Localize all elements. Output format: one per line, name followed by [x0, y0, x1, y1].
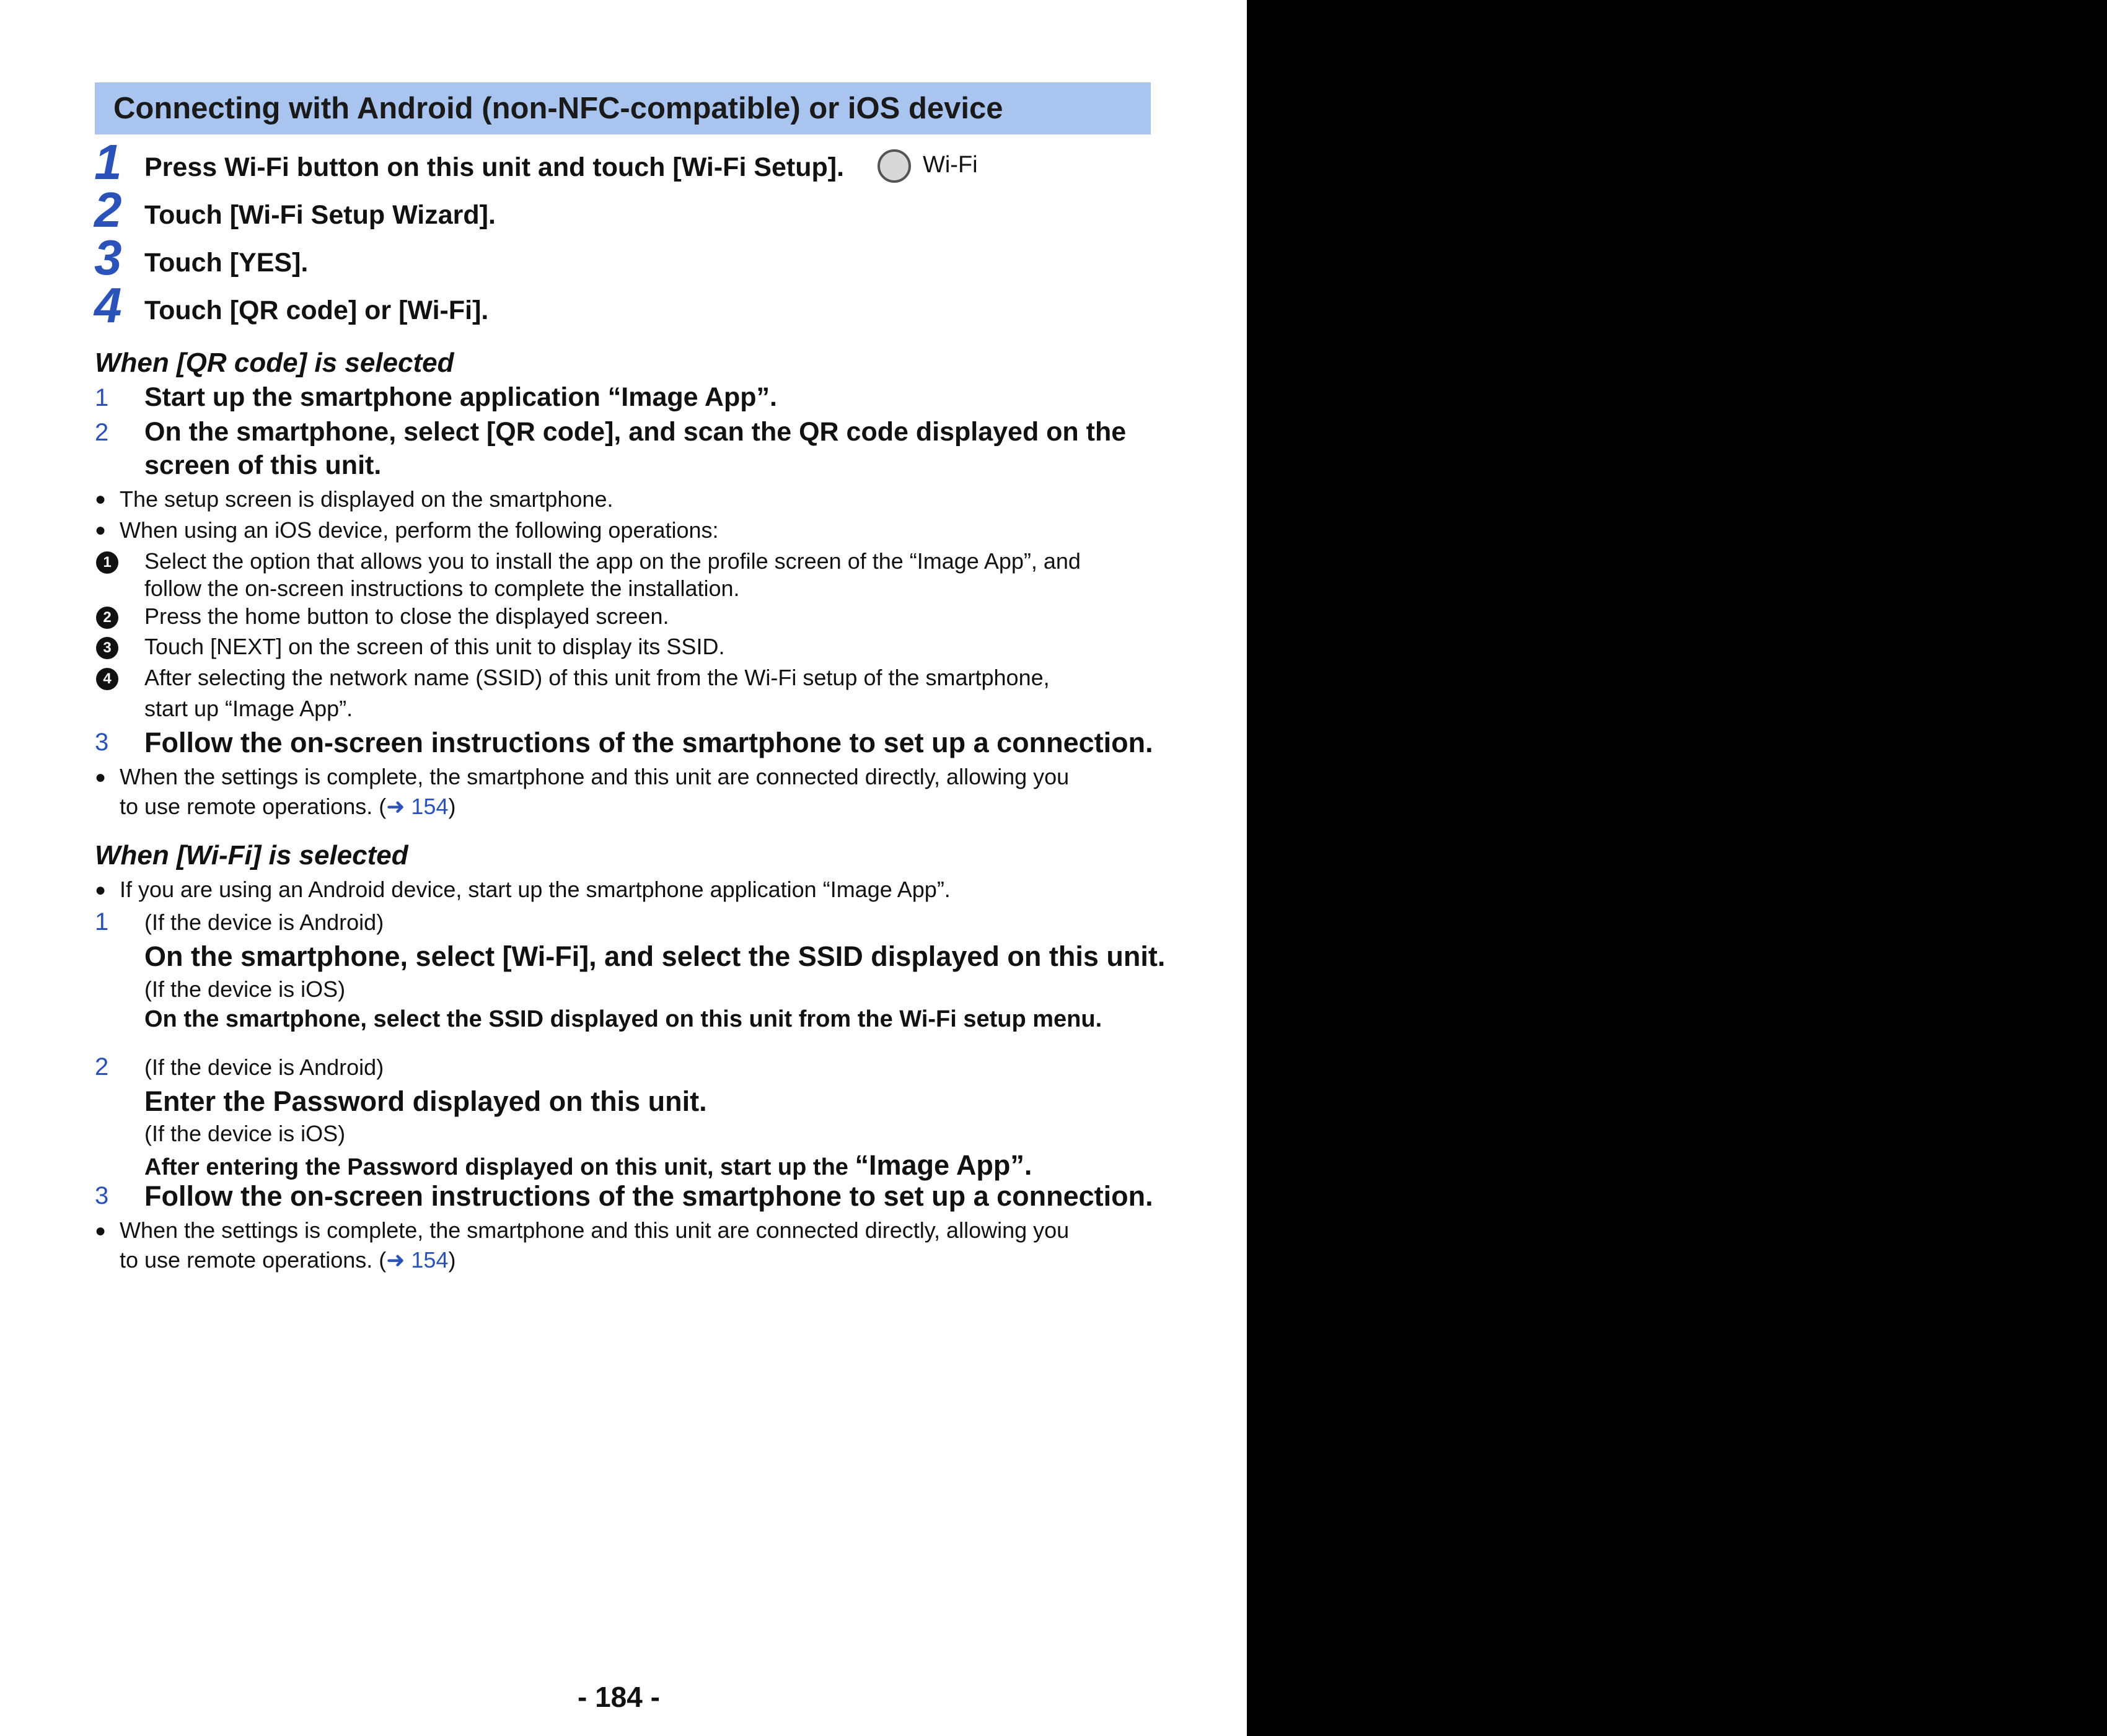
wifi-step-number-3: 3 — [95, 1182, 109, 1209]
page-reference-link[interactable]: ➜ 154 — [386, 794, 449, 819]
qr-step-text-2-line1: On the smartphone, select [QR code], and scan the QR code displayed on the — [144, 417, 1127, 447]
step-text-2: Touch [Wi-Fi Setup Wizard]. — [144, 200, 496, 230]
circled-number-1: 1 — [96, 551, 118, 574]
qr-step-number-2: 2 — [95, 419, 109, 446]
qr-step-text-3: Follow the on-screen instructions of the smartphone to set up a connection. — [144, 727, 1153, 758]
ios-op-1-line2: follow the on-screen instructions to complete the installation. — [144, 576, 740, 601]
bullet-dot: ● — [95, 1221, 107, 1241]
bullet-text: to use remote operations. ( — [120, 794, 387, 819]
step-text-4: Touch [QR code] or [Wi-Fi]. — [144, 296, 489, 325]
step-number-4: 4 — [94, 278, 122, 333]
wifi-bullet-1: If you are using an Android device, start up the smartphone application “Image App”. — [120, 877, 951, 902]
bullet-dot: ● — [95, 520, 107, 540]
wifi-step-2-ios-note: (If the device is iOS) — [144, 1121, 346, 1146]
step-text-3: Touch [YES]. — [144, 248, 309, 278]
app-name-text: “Image App”. — [855, 1149, 1032, 1181]
wifi-button-label: Wi-Fi — [923, 152, 978, 178]
bullet-dot: ● — [95, 767, 107, 787]
wifi-step-2-android-note: (If the device is Android) — [144, 1054, 384, 1080]
step-number-2: 2 — [94, 182, 122, 237]
bullet-text: to use remote operations. ( — [120, 1247, 387, 1273]
qr-bullet-3-line1: When the settings is complete, the smartphone and this unit are connected directly, allowing you — [120, 764, 1070, 789]
bullet-text: ) — [448, 794, 456, 819]
qr-section-heading: When [QR code] is selected — [95, 348, 454, 378]
bullet-text: ) — [448, 1247, 456, 1273]
wifi-step-2-ios-text — [144, 1149, 1032, 1181]
wifi-button-icon — [878, 149, 911, 183]
bullet-dot: ● — [95, 880, 107, 900]
wifi-section-heading: When [Wi-Fi] is selected — [95, 840, 408, 870]
qr-step-text-1: Start up the smartphone application “Image App”. — [144, 382, 777, 412]
wifi-step-number-2: 2 — [95, 1053, 109, 1081]
qr-bullet-3-line2 — [120, 794, 455, 820]
qr-step-number-3: 3 — [95, 729, 109, 756]
step-number-1: 1 — [94, 134, 122, 190]
wifi-step-1-android-text: On the smartphone, select [Wi-Fi], and select the SSID displayed on this unit. — [144, 940, 1166, 972]
qr-bullet-2: When using an iOS device, perform the following operations: — [120, 517, 719, 543]
qr-step-number-1: 1 — [95, 384, 109, 411]
ios-op-2: Press the home button to close the displayed screen. — [144, 603, 669, 629]
qr-step-text-2-line2: screen of this unit. — [144, 450, 382, 480]
circled-number-4: 4 — [96, 668, 118, 690]
page-reference-link[interactable]: ➜ 154 — [386, 1247, 449, 1273]
ios-op-1-line1: Select the option that allows you to install the app on the profile screen of the “Image App”, and — [144, 548, 1081, 574]
circled-number-3: 3 — [96, 637, 118, 659]
wifi-step-1-android-note: (If the device is Android) — [144, 910, 384, 935]
wifi-bullet-2-line2 — [120, 1247, 455, 1273]
wifi-step-1-ios-text: On the smartphone, select the SSID displayed on this unit from the Wi-Fi setup menu. — [144, 1006, 1102, 1032]
ios-op-4-line2: start up “Image App”. — [144, 696, 353, 721]
ios-op-4-line1: After selecting the network name (SSID) of this unit from the Wi-Fi setup of the smartphone, — [144, 665, 1050, 690]
section-title: Connecting with Android (non-NFC-compatible) or iOS device — [113, 92, 1003, 125]
wifi-bullet-2-line1: When the settings is complete, the smartphone and this unit are connected directly, allowing you — [120, 1217, 1070, 1243]
bullet-dot: ● — [95, 489, 107, 509]
wifi-step-1-ios-note: (If the device is iOS) — [144, 976, 346, 1002]
wifi-step-number-1: 1 — [95, 908, 109, 936]
qr-bullet-1: The setup screen is displayed on the smartphone. — [120, 486, 614, 512]
ios-text-part: After entering the Password displayed on this unit, start up the — [144, 1154, 855, 1180]
circled-number-2: 2 — [96, 607, 118, 629]
wifi-step-2-android-text: Enter the Password displayed on this unit. — [144, 1085, 707, 1117]
page-number: - 184 - — [578, 1681, 660, 1713]
step-number-3: 3 — [94, 230, 122, 285]
wifi-step-text-3: Follow the on-screen instructions of the smartphone to set up a connection. — [144, 1180, 1153, 1212]
section-header — [95, 82, 1151, 134]
ios-op-3: Touch [NEXT] on the screen of this unit to display its SSID. — [144, 634, 725, 659]
step-text-1: Press Wi-Fi button on this unit and touch [Wi-Fi Setup]. — [144, 152, 845, 182]
